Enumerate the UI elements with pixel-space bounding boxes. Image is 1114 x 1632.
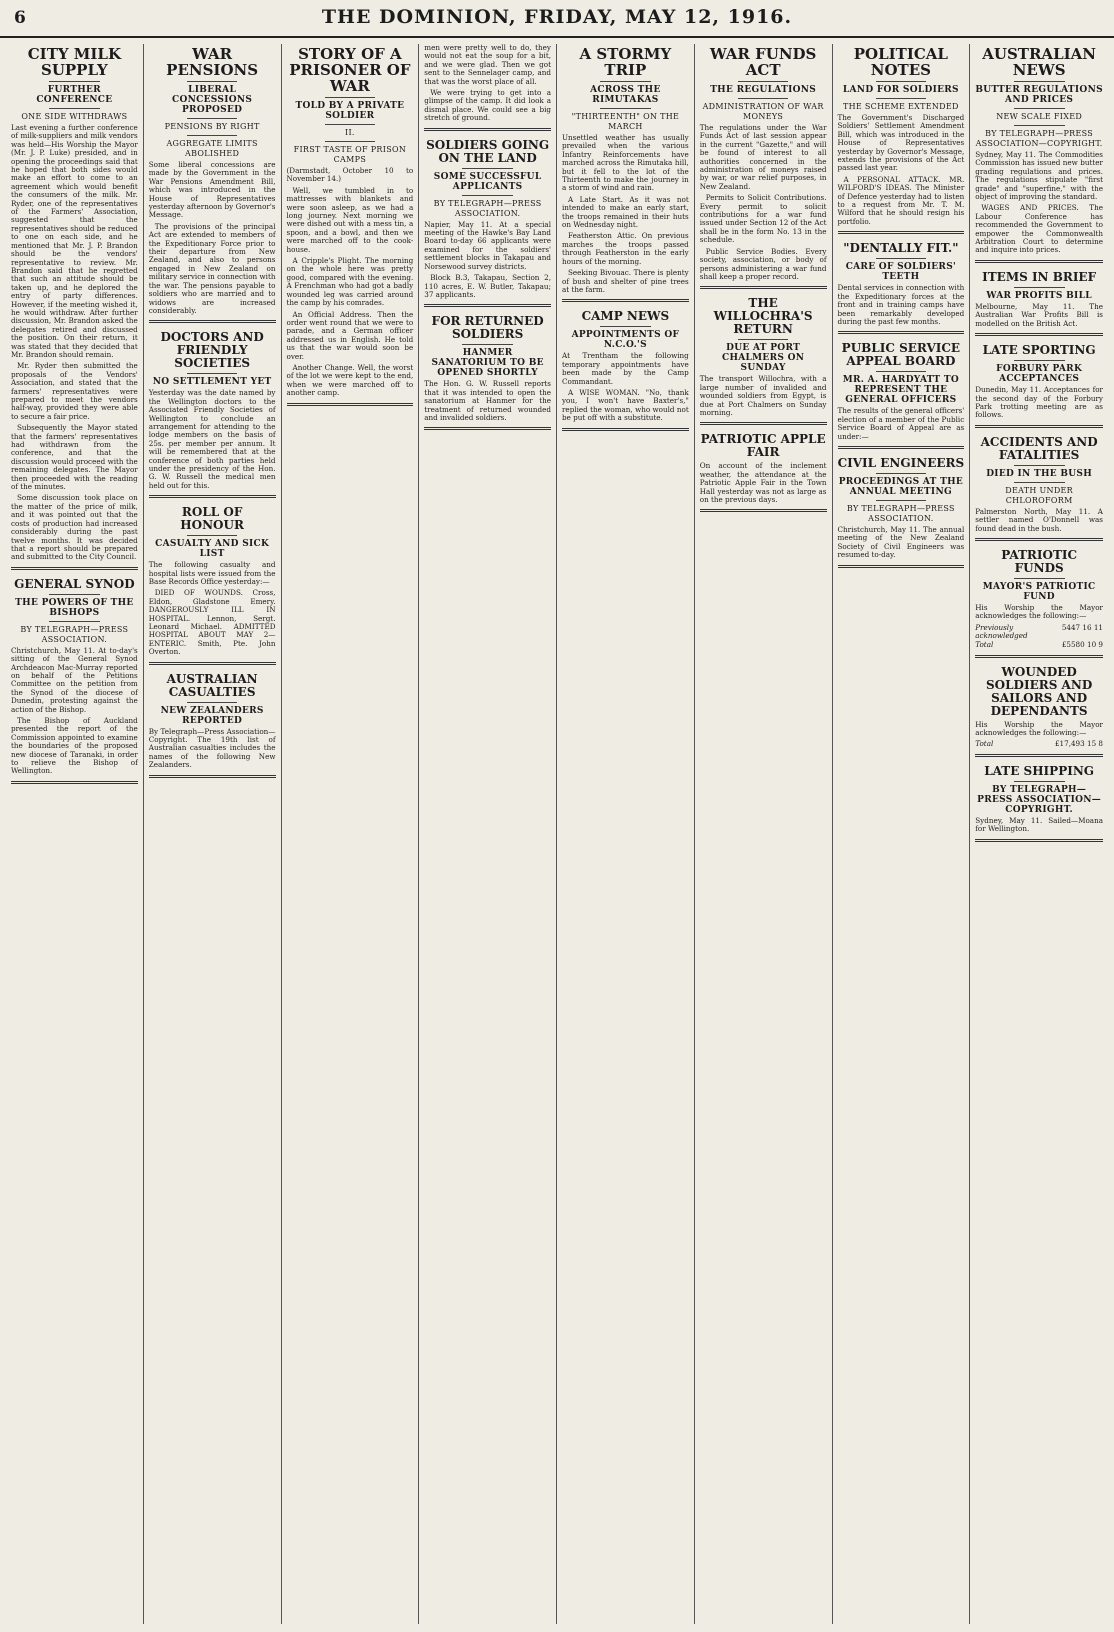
article-separator <box>975 260 1103 263</box>
article <box>11 46 138 570</box>
subheading: WAR PROFITS BILL <box>986 290 1092 301</box>
subheading: NEW SCALE FIXED <box>996 112 1083 121</box>
paragraph: Subsequently the Mayor stated that the farmers' representatives had withdrawn from the conference, and that the discussion would proceed with the remaining delegates. The Mayor then proceeded with the reading of the minutes. <box>11 423 138 492</box>
divider <box>187 373 238 374</box>
article <box>287 46 414 406</box>
list-item <box>975 624 1103 641</box>
divider <box>325 141 376 142</box>
article-heading: WOUNDED SOLDIERS AND SAILORS AND DEPENDANTS <box>986 664 1093 718</box>
article-separator <box>424 427 551 430</box>
divider <box>738 98 789 99</box>
newspaper-title: THE DOMINION, FRIDAY, MAY 12, 1916. <box>321 6 793 28</box>
paragraph: Some liberal concessions are made by the Government in the War Pensions Amendment Bill, which was introduced in the House of Representatives yesterday afternoon by Governor's Message. <box>148 160 276 220</box>
paragraph: (Darmstadt, October 10 to November 14.) <box>286 166 414 184</box>
list-item <box>975 740 1103 749</box>
article-separator <box>424 304 551 307</box>
paragraph: His Worship the Mayor acknowledges the following:— <box>975 719 1103 737</box>
article <box>975 436 1103 541</box>
article-heading: CIVIL ENGINEERS <box>837 455 965 470</box>
article <box>700 297 827 425</box>
article-separator <box>700 509 827 512</box>
subheading: NEW ZEALANDERS REPORTED <box>160 705 264 726</box>
paragraph: Dental services in connection with the Expeditionary forces at the front and in training camps have been remarkably developed during the past few months. <box>837 283 965 326</box>
article-heading: ROLL OF HONOUR <box>180 505 244 533</box>
article-heading: LATE SHIPPING <box>984 763 1095 778</box>
subheading: PROCEEDINGS AT THE ANNUAL MEETING <box>838 476 964 497</box>
subheading: DUE AT PORT CHALMERS ON SUNDAY <box>721 343 805 374</box>
article-separator <box>838 231 965 234</box>
subheading: ACROSS THE RIMUTAKAS <box>590 85 661 105</box>
divider <box>1014 578 1065 579</box>
divider <box>876 81 927 82</box>
subheading: BUTTER REGULATIONS AND PRICES <box>975 85 1103 105</box>
divider <box>738 81 789 82</box>
article <box>149 331 276 498</box>
article <box>975 46 1103 263</box>
article-heading: FOR RETURNED SOLDIERS <box>431 314 544 342</box>
article <box>975 271 1103 336</box>
paragraph: An Official Address. Then the order went round that we were to parade, and a German officer addressed us in English. He told us that the war would soon be over. <box>286 309 414 361</box>
paragraph: Christchurch, May 11. At to-day's sitting of the General Synod Archdeacon Mac-Murray reported on behalf of the Petitions Committee on the petition from the Synod of the diocese of Dunedin, protesting against the action of the Bishop. <box>11 645 138 714</box>
article <box>562 46 689 302</box>
divider <box>49 621 100 622</box>
column-1 <box>6 44 144 1624</box>
subheading: BY TELEGRAPH—PRESS ASSOCIATION—COPYRIGHT. <box>977 784 1102 815</box>
page-number: 6 <box>14 8 26 28</box>
subheading: SOME SUCCESSFUL APPLICANTS <box>433 171 542 192</box>
divider <box>600 108 651 109</box>
paragraph: A PERSONAL ATTACK. MR. WILFORD'S IDEAS. The Minister of Defence yesterday had to listen to a request from Mr. T. M. Wilford that he should resign his portfolio. <box>837 174 965 226</box>
divider <box>1014 125 1065 126</box>
divider <box>876 371 927 372</box>
divider <box>876 258 927 259</box>
divider <box>876 500 927 501</box>
subheading: FURTHER CONFERENCE <box>36 85 113 105</box>
article-heading: "DENTALLY FIT." <box>843 241 959 256</box>
divider <box>876 98 927 99</box>
list-item-label: Total <box>975 639 994 649</box>
column-8 <box>970 44 1108 1624</box>
divider <box>187 118 238 119</box>
paragraph: Some discussion took place on the matter of the price of milk, and it was pointed out that the costs of production had increased considerably during the past twelve months. It was decided that a report should be prepared and submitted to the City Council. <box>11 493 138 562</box>
divider <box>49 108 100 109</box>
subheading: CASUALTY AND SICK LIST <box>155 539 270 560</box>
divider <box>600 81 651 82</box>
divider <box>738 339 789 340</box>
article-separator <box>975 839 1103 842</box>
subheading: HANMER SANATORIUM TO BE OPENED SHORTLY <box>431 348 544 379</box>
paragraph: The Bishop of Auckland presented the report of the Commission appointed to examine the boundaries of the proposed new diocese of Taranaki, in order to relieve the Bishop of Wellington. <box>11 715 138 776</box>
paragraph: Unsettled weather has usually prevailed when the various Infantry Reinforcements have marched across the Rimutaka hill, but it fell to the lot of the Thirteenth to make the journey in a storm of wind and rain. <box>562 133 689 193</box>
subheading: PENSIONS BY RIGHT <box>164 122 260 131</box>
article-heading: CAMP NEWS <box>581 309 670 324</box>
article-separator <box>11 781 138 784</box>
paragraph: WAGES AND PRICES. The Labour Conference has recommended the Government to empower the Commonwealth Arbitration Court to determine and inquire into prices. <box>975 203 1103 255</box>
column-2 <box>144 44 282 1624</box>
divider <box>600 326 651 327</box>
article-heading: ACCIDENTS AND FATALITIES <box>980 434 1098 462</box>
subheading: DEATH UNDER CHLOROFORM <box>1005 485 1074 505</box>
paragraph: The following casualty and hospital lists were issued from the Base Records Office yesterday:— <box>148 560 276 586</box>
article <box>700 433 827 512</box>
article-heading: PATRIOTIC FUNDS <box>1001 547 1078 575</box>
article <box>838 46 965 234</box>
divider <box>462 168 513 169</box>
divider <box>325 97 376 98</box>
article-separator <box>700 286 827 289</box>
list-item-value: 5447 16 11 <box>1061 622 1103 632</box>
list-item-value: £5580 10 9 <box>1061 639 1103 649</box>
article-heading: A STORMY TRIP <box>579 45 672 79</box>
divider <box>49 81 100 82</box>
subheading: II. <box>344 128 355 137</box>
subheading: ONE SIDE WITHDRAWS <box>21 112 128 121</box>
subheading: "THIRTEENTH" ON THE MARCH <box>571 112 680 131</box>
article-separator <box>975 333 1103 336</box>
divider <box>187 135 238 136</box>
paragraph: The provisions of the principal Act are extended to members of the Expeditionary Force prior to their departure from New Zealand, and also to persons engaged in New Zealand on military service in connection with the war. The pensions payable to soldiers who are married and to widows are increased considerably. <box>148 221 276 315</box>
paragraph: DIED OF WOUNDS. Cross, Eldon, Gladstone Emery. DANGEROUSLY ILL IN HOSPITAL. Lennon, Sergt. Leonard Michael. ADMITTED HOSPITAL ABOUT MAY 2—ENTERIC. Smith, Pte. John Overton. <box>148 588 276 657</box>
article-separator <box>975 538 1103 541</box>
column-6 <box>695 44 833 1624</box>
article-heading: AUSTRALIAN CASUALTIES <box>166 671 258 699</box>
divider <box>187 81 238 82</box>
paragraph: Sydney, May 11. The Commodities Commission has issued new butter grading regulations and prices. The regulations stipulate "first grade" and "superfine," with the object of improving the standard. <box>975 150 1103 202</box>
article-heading: POLITICAL NOTES <box>853 45 948 79</box>
paragraph: Palmerston North, May 11. A settler named O'Donnell was found dead in the bush. <box>975 506 1103 533</box>
article <box>975 765 1103 842</box>
paragraph: The Hon. G. W. Russell reports that it was intended to open the sanatorium at Hanmer for the treatment of returned wounded and invalided soldiers. <box>424 379 551 422</box>
article-heading: SOLDIERS GOING ON THE LAND <box>426 137 550 165</box>
article <box>424 315 551 430</box>
article-separator <box>838 446 965 449</box>
article-heading: LATE SPORTING <box>982 343 1096 358</box>
subheading: NO SETTLEMENT YET <box>152 377 272 388</box>
article-separator <box>838 565 965 568</box>
article-heading: DOCTORS AND FRIENDLY SOCIETIES <box>160 330 264 371</box>
paragraph: Napier, May 11. At a special meeting of the Hawke's Bay Land Board to-day 66 applicants were examined for the soldiers' settlement blocks in Takapau and Norsewood survey districts. <box>424 219 551 271</box>
divider <box>1014 360 1065 361</box>
column-5 <box>557 44 695 1624</box>
subheading: THE POWERS OF THE BISHOPS <box>15 597 134 618</box>
paragraph: By Telegraph—Press Association—Copyright. The 19th list of Australian casualties includes the names of the following New Zealanders. <box>148 726 276 770</box>
paragraph: men were pretty well to do, they would not eat the soup for a bit, and we were glad. Then we got sent to the Sennelager camp, and that was the worst place of all. <box>424 44 551 86</box>
paragraph: Permits to Solicit Contributions. Every permit to solicit contributions for a war fund issued under Section 12 of the Act shall be in the form No. 13 in the schedule. <box>699 193 827 245</box>
article-heading: WAR PENSIONS <box>166 45 259 79</box>
columns <box>6 44 1108 1624</box>
subheading: DIED IN THE BUSH <box>986 468 1093 479</box>
article-separator <box>975 655 1103 658</box>
paragraph: Seeking Bivouac. There is plenty of bush and shelter of pine trees at the farm. <box>562 268 689 294</box>
article <box>424 139 551 308</box>
subheading: MAYOR'S PATRIOTIC FUND <box>982 581 1096 602</box>
subheading: TOLD BY A PRIVATE SOLDIER <box>295 101 405 121</box>
paragraph: Block B.3, Takapau, Section 2, 110 acres, E. W. Butler, Takapau; 37 applicants. <box>424 273 551 299</box>
article <box>11 578 138 784</box>
article <box>149 46 276 323</box>
divider <box>49 594 100 595</box>
divider <box>1014 482 1065 483</box>
subheading: THE REGULATIONS <box>710 85 817 95</box>
article-heading: ITEMS IN BRIEF <box>982 269 1097 284</box>
subheading: LIBERAL CONCESSIONS PROPOSED <box>172 85 253 115</box>
paragraph: Mr. Ryder then submitted the proposals of the Vendors' Association, and stated that the farmers' representatives were prepared to meet the vendors half-way, provided they were able to secure a fair price. <box>11 361 138 421</box>
paragraph: Melbourne, May 11. The Australian War Profits Bill is modelled on the British Act. <box>975 301 1103 328</box>
divider <box>187 702 238 703</box>
article-separator <box>700 422 827 425</box>
paragraph: Another Change. Well, the worst of the lot we were kept to the end, when we were marched off to another camp. <box>286 362 414 398</box>
divider <box>187 535 238 536</box>
paragraph: Public Service Bodies. Every society, association, or body of persons administering a war fund shall keep a proper record. <box>699 246 827 281</box>
article <box>975 344 1103 428</box>
article-heading: PATRIOTIC APPLE FAIR <box>700 432 826 460</box>
article-separator <box>975 754 1103 757</box>
paragraph: The regulations under the War Funds Act of last session appear in the current "Gazette," and will be found of interest to all authorities concerned in the administration of moneys raised by war, or war relief purposes, in New Zealand. <box>699 123 827 191</box>
article <box>562 310 689 430</box>
paragraph: A Late Start. As it was not intended to make an early start, the troops remained in their huts on Wednesday night. <box>562 194 689 230</box>
list-item-label: Total <box>975 739 994 749</box>
article-separator <box>287 403 414 406</box>
paragraph: Sydney, May 11. Sailed—Moana for Wellington. <box>975 815 1103 834</box>
divider <box>1014 465 1065 466</box>
article-separator <box>975 425 1103 428</box>
divider <box>462 195 513 196</box>
article-heading: STORY OF A PRISONER OF WAR <box>289 45 411 95</box>
paragraph: A Cripple's Plight. The morning on the whole here was pretty good, compared with the evening. A Frenchman who had got a badly wounded leg was carried around the camp by his comrades. <box>286 256 414 308</box>
article <box>975 549 1103 658</box>
article <box>700 46 827 289</box>
paragraph: The results of the general officers' election of a member of the Public Service Board of Appeal are as under:— <box>837 406 965 441</box>
column-3 <box>282 44 420 1624</box>
paragraph: On account of the inclement weather, the attendance at the Patriotic Apple Fair in the Town Hall yesterday was not as large as on the previous days. <box>699 461 827 504</box>
paragraph: Last evening a further conference of milk-suppliers and milk vendors was held—His Worship the Mayor (Mr. J. P. Luke) presided, and in opening the proceedings said that he hoped that both sides would make an effort to come to an agreement which would benefit the consumers of the milk. Mr. Ryder, one of the representatives of the Farmers' Association, suggested that the representatives should be reduced to one on each side, and he mentioned that Mr. J. P. Brandon should be the vendors' representative to review. Mr. Brandon said that he regretted that such an attitude should be taken up, and he deplored the entry of party differences. However, if the meeting wished it, he would withdraw. After further discussion, Mr. Brandon asked the delegates retired and discussed the position. On their return, it was stated that they decided that Mr. Brandon should remain. <box>11 123 138 359</box>
column-4 <box>419 44 557 1624</box>
divider <box>462 344 513 345</box>
article-heading: WAR FUNDS ACT <box>709 45 817 79</box>
divider <box>1014 781 1065 782</box>
article-heading: GENERAL SYNOD <box>14 576 135 591</box>
article <box>149 506 276 664</box>
paragraph: At Trentham the following temporary appointments have been made by the Camp Commandant. <box>562 351 689 386</box>
article-separator <box>562 299 689 302</box>
masthead <box>0 0 1114 38</box>
list-item-label: Previously acknowledged <box>975 622 1028 641</box>
paragraph: We were trying to get into a glimpse of the camp. It did look a dismal place. We could see a big stretch of ground. <box>424 88 551 123</box>
paragraph: The transport Willochra, with a large number of invalided and wounded soldiers from Egypt, is due at Port Chalmers on Sunday morning. <box>699 374 827 417</box>
subheading: BY TELEGRAPH—PRESS ASSOCIATION. <box>846 503 955 523</box>
subheading: ADMINISTRATION OF WAR MONEYS <box>702 102 824 121</box>
divider <box>325 124 376 125</box>
divider <box>1014 287 1065 288</box>
divider <box>1014 81 1065 82</box>
subheading: FIRST TASTE OF PRISON CAMPS <box>293 145 407 164</box>
article <box>838 242 965 334</box>
list-item-value: £17,493 15 8 <box>1054 739 1103 749</box>
article-heading: THE WILLOCHRA'S RETURN <box>713 296 813 337</box>
list-item <box>975 641 1103 650</box>
paragraph: The Government's Discharged Soldiers' Settlement Amendment Bill, which was introduced in the House of Representatives yesterday by Governor's Message, extends the provisions of the Act passed last year. <box>837 113 965 173</box>
subheading: MR. A. HARDYATT TO REPRESENT THE GENERAL OFFICERS <box>842 375 959 406</box>
subheading: LAND FOR SOLDIERS <box>842 85 959 95</box>
divider <box>1014 108 1065 109</box>
article-separator <box>838 331 965 334</box>
article <box>424 44 551 131</box>
article <box>149 673 276 778</box>
paragraph: Christchurch, May 11. The annual meeting of the New Zealand Society of Civil Engineers was resumed to-day. <box>837 524 965 560</box>
divider <box>876 473 927 474</box>
subheading: APPOINTMENTS OF N.C.O.'S <box>571 330 680 351</box>
paragraph: A WISE WOMAN. "No, thank you, I won't have Baxter's," replied the woman, who would not be put off with a substitute. <box>562 387 689 423</box>
fund-list <box>975 624 1103 650</box>
fund-list <box>975 740 1103 749</box>
article-heading: AUSTRALIAN NEWS <box>982 45 1096 79</box>
article <box>838 342 965 449</box>
paragraph: Dunedin, May 11. Acceptances for the second day of the Forbury Park trotting meeting are as follows. <box>975 385 1103 420</box>
article-separator <box>149 662 276 665</box>
article-heading: CITY MILK SUPPLY <box>27 45 121 79</box>
article-heading: PUBLIC SERVICE APPEAL BOARD <box>841 341 961 369</box>
article-separator <box>11 567 138 570</box>
article <box>975 666 1103 757</box>
subheading: BY TELEGRAPH—PRESS ASSOCIATION. <box>20 624 129 644</box>
article-separator <box>149 495 276 498</box>
subheading: BY TELEGRAPH—PRESS ASSOCIATION—COPYRIGHT. <box>975 129 1103 148</box>
subheading: FORBURY PARK ACCEPTANCES <box>996 364 1083 385</box>
article-separator <box>562 428 689 431</box>
article-separator <box>149 320 276 323</box>
paragraph: Featherston Attic. On previous marches the troops passed through Featherston in the early hours of the morning. <box>562 231 689 266</box>
subheading: AGGREGATE LIMITS ABOLISHED <box>166 139 258 158</box>
article-separator <box>149 775 276 778</box>
subheading: CARE OF SOLDIERS' TEETH <box>845 262 957 283</box>
paragraph: His Worship the Mayor acknowledges the following:— <box>975 602 1103 621</box>
paragraph: Yesterday was the date named by the Wellington doctors to the Associated Friendly Societies of Wellington to conclude an arrangement for attending to the lodge members on the basis of 25s. per member per annum. It will be remembered that at the conference of both parties held under the presidency of the Hon. G. W. Russell the medical men held out for this. <box>148 388 276 490</box>
column-7 <box>833 44 971 1624</box>
subheading: BY TELEGRAPH—PRESS ASSOCIATION. <box>433 198 542 218</box>
article <box>838 457 965 568</box>
article-separator <box>424 128 551 131</box>
subheading: THE SCHEME EXTENDED <box>842 102 959 111</box>
paragraph: Well, we tumbled in to mattresses with blankets and were soon asleep, as we had a long journey. Next morning we were dished out with a mess tin, a spoon, and a bowl, and then we were marched off to the cook-house. <box>286 185 414 254</box>
